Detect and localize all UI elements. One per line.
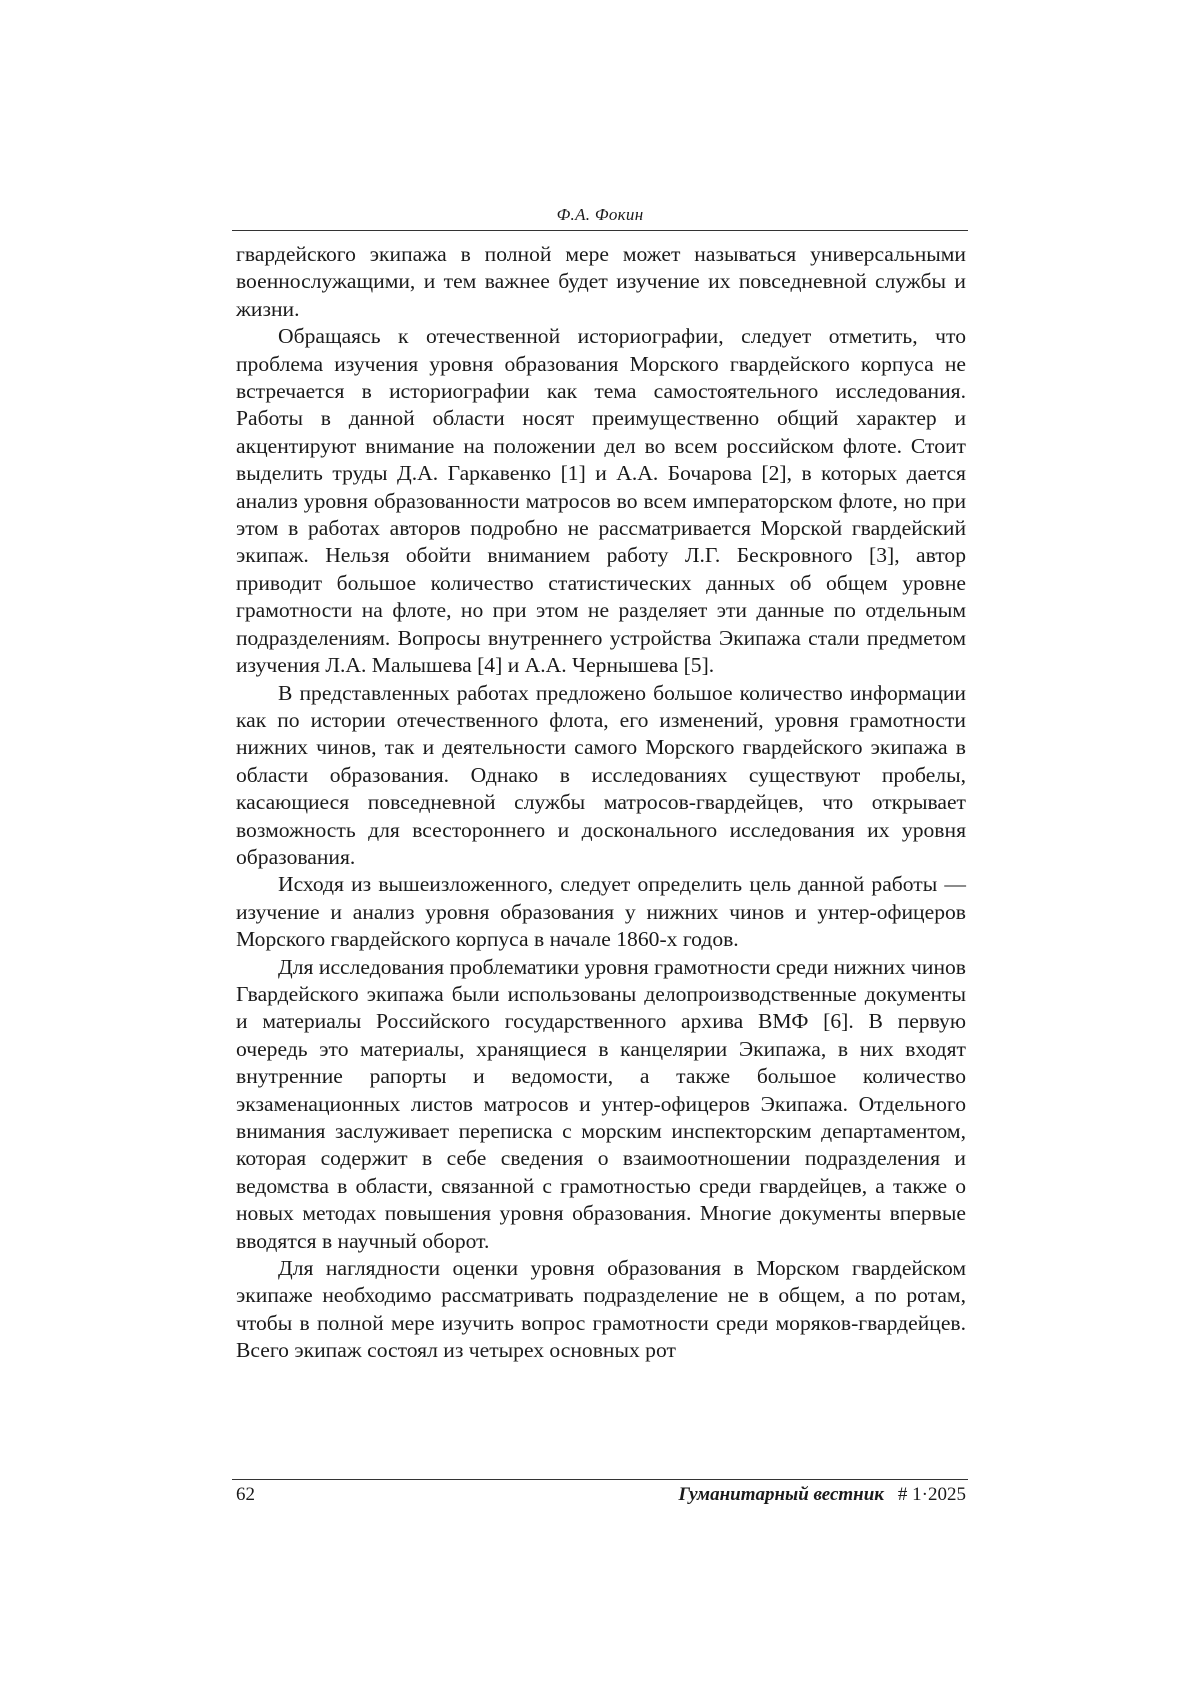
running-head-author: Ф.А. Фокин (556, 205, 644, 224)
footer-rule (232, 1479, 968, 1480)
paragraph: Исходя из вышеизложенного, следует определить цель данной работы — изучение и анализ уровня образования у нижних чинов и унтер-офицеров Морского гвардейского корпуса в начале 1860-х годов. (236, 872, 966, 952)
header-rule (232, 230, 968, 231)
page-number: 62 (236, 1484, 255, 1505)
paragraph: гвардейского экипажа в полной мере может называться универсальными военнослужащими, и тем важнее будет изучение их повседневной службы и жизни. (236, 242, 966, 321)
paragraph: В представленных работах предложено большое количество информации как по истории отечественного флота, его изменений, уровня грамотности нижних чинов, так и деятельности самого Морского гвардейского экипажа в области образования. Однако в исследованиях существуют пробелы, касающиеся повседневной службы матросов-гвардейцев, что открывает возможность для всестороннего и доскональнoго исследования их уровня образования. (236, 680, 966, 869)
journal-title: Гуманитарный вестник (678, 1484, 884, 1505)
paragraph: Обращаясь к отечественной историографии, следует отметить, что проблема изучения уровня образования Морского гвардейского корпуса не встречается в историографии как тема самостоятельного исследования. Работы в данной области носят преимущественно общий характер и акцентируют внимание на положении дел во всем российском флоте. Стоит выделить труды Д.А. Гаркавенко [1] и А.А. Бочарова [2], в которых дается анализ уровня образованности матросов во всем императорском флоте, но при этом в работах авторов подробно не рассматривается Морской гвардейский экипаж. Нельзя обойти вниманием работу Л.Г. Бескровного [3], автор приводит большое количество статистических данных об общем уровне грамотности на флоте, но при этом не разделяет эти данные по отдельным подразделениям. Вопросы внутреннего устройства Экипажа стали предметом изучения Л.А. Малышева [4] и А.А. Чернышева [5]. (236, 324, 966, 678)
journal-info (678, 1484, 966, 1506)
journal-issue: # 1·2025 (897, 1484, 966, 1505)
paragraph: Для исследования проблематики уровня грамотности среди нижних чинов Гвардейского экипажа были использованы делопроизводственные документы и материалы Российского государственного архива ВМФ [6]. В первую очередь это материалы, хранящиеся в канцелярии Экипажа, в них входят внутренние рапорты и ведомости, а также большое количество экзаменационных листов матросов и унтер-офицеров Экипажа. Отдельного внимания заслуживает переписка с морским инспекторским департаментом, которая содержит в себе сведения о взаимоотношении подразделения и ведомства в области, связанной с грамотностью среди гвардейцев, а также о новых методах повышения уровня образования. Многие документы впервые вводятся в научный оборот. (236, 954, 966, 1253)
page-footer (236, 1484, 966, 1506)
paragraph: Для наглядности оценки уровня образования в Морском гвардейском экипаже необходимо рассматривать подразделение не в общем, а по ротам, чтобы в полной мере изучить вопрос грамотности среди моряков-гвардейцев. Всего экипаж состоял из четырех основных рот (236, 1256, 966, 1363)
article-body (236, 241, 966, 1365)
